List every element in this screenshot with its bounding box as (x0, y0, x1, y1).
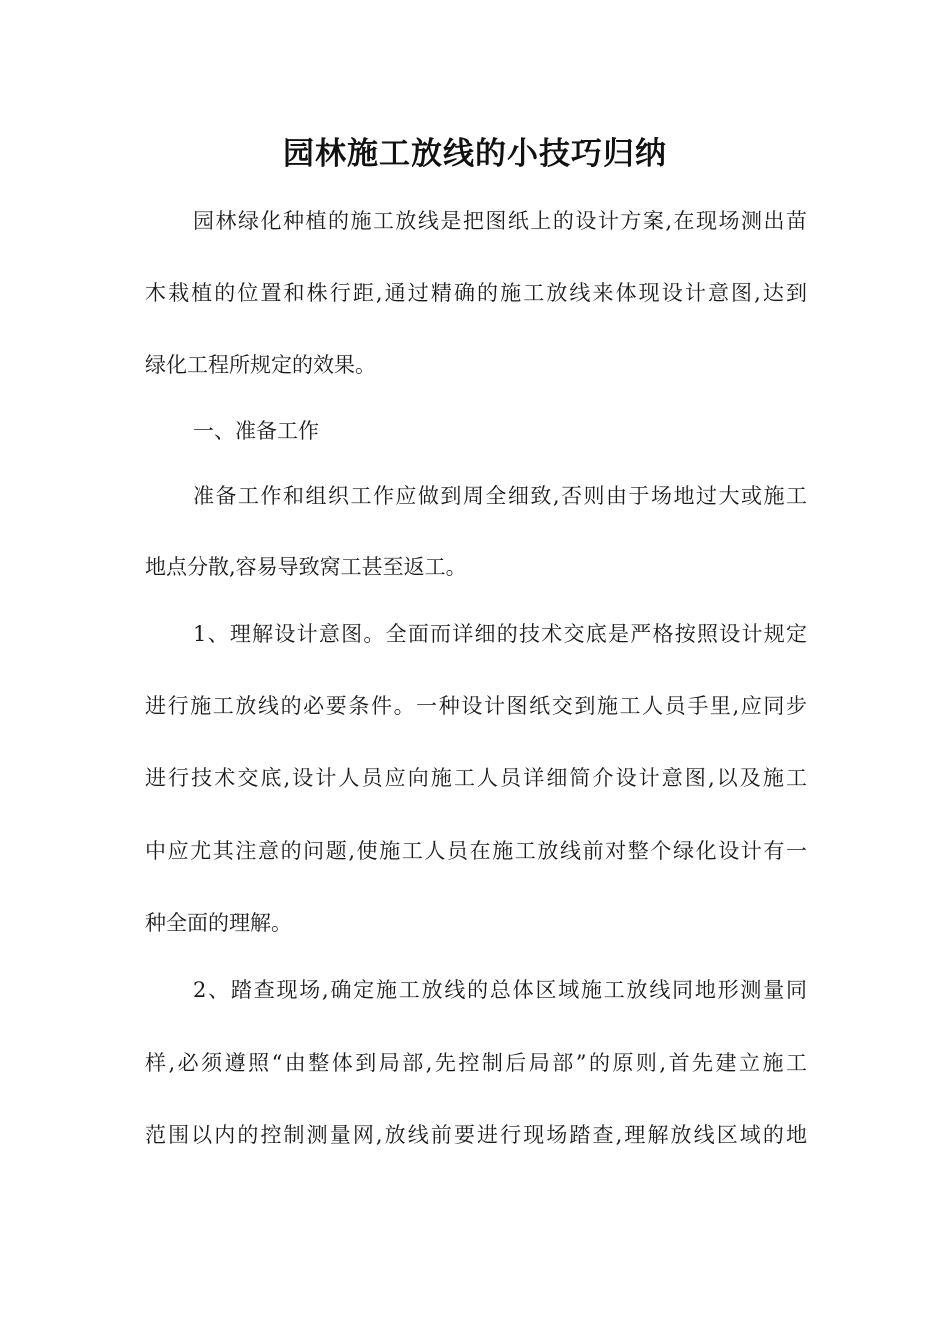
section-heading: 一、准备工作 (193, 419, 319, 443)
paragraph-line: 1、理解设计意图。全面而详细的技术交底是严格按照设计规定 (193, 622, 807, 646)
paragraph-line: 中应尤其注意的问题,使施工人员在施工放线前对整个绿化设计有一 (145, 839, 807, 863)
paragraph-line: 木栽植的位置和株行距,通过精确的施工放线来体现设计意图,达到 (145, 281, 807, 305)
paragraph-line: 进行技术交底,设计人员应向施工人员详细简介设计意图,以及施工 (145, 766, 807, 790)
paragraph-line: 范围以内的控制测量网,放线前要进行现场踏查,理解放线区域的地 (145, 1123, 807, 1147)
paragraph-line: 地点分散,容易导致窝工甚至返工。 (145, 555, 467, 579)
paragraph-line: 绿化工程所规定的效果。 (145, 353, 376, 377)
paragraph-line: 种全面的理解。 (145, 911, 292, 935)
paragraph-line: 园林绿化种植的施工放线是把图纸上的设计方案,在现场测出苗 (193, 209, 807, 233)
paragraph-line: 2、踏查现场,确定施工放线的总体区域施工放线同地形测量同 (193, 978, 807, 1002)
paragraph-line: 准备工作和组织工作应做到周全细致,否则由于场地过大或施工 (193, 484, 807, 508)
paragraph-line: 样,必须遵照“由整体到局部,先控制后局部”的原则,首先建立施工 (145, 1051, 807, 1075)
document-title: 园林施工放线的小技巧归纳 (283, 136, 667, 172)
paragraph-line: 进行施工放线的必要条件。一种设计图纸交到施工人员手里,应同步 (145, 694, 807, 718)
